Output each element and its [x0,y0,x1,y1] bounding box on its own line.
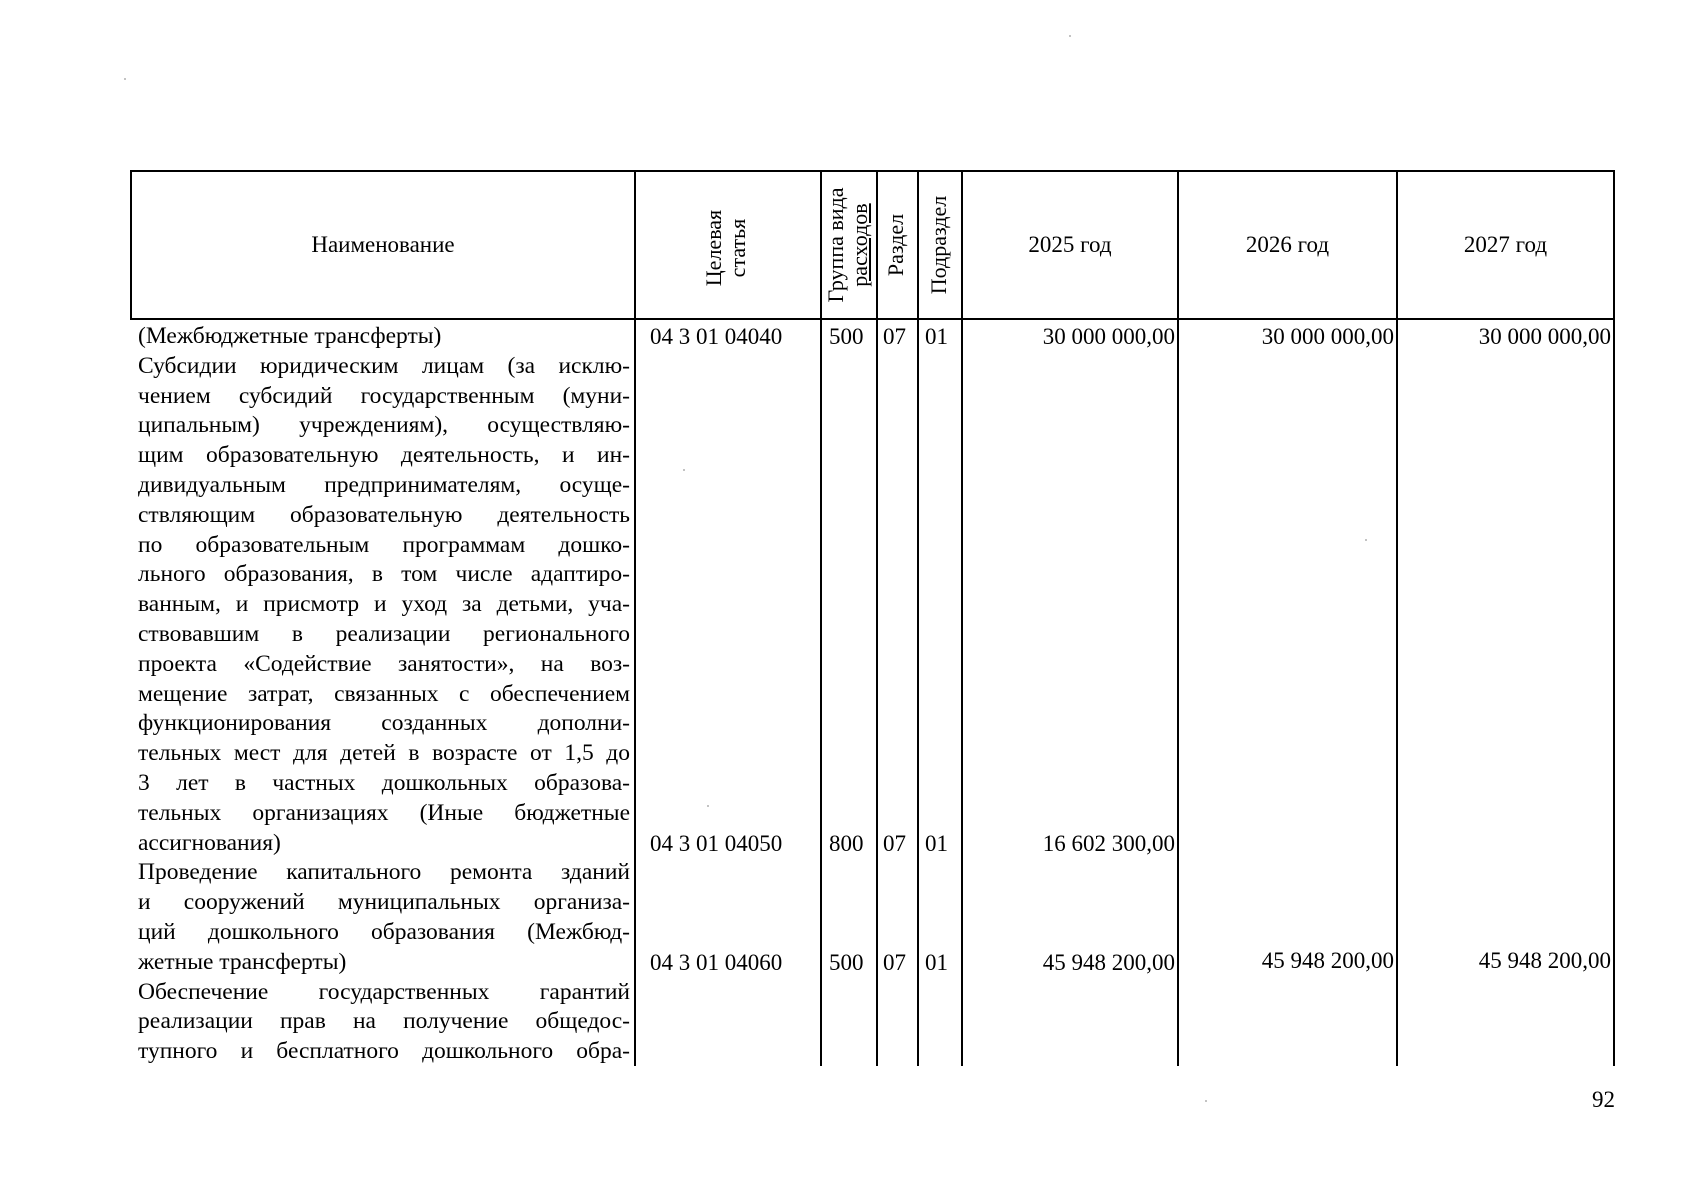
page-number: 92 [1592,1087,1615,1112]
header-name: Наименование [311,231,455,257]
description-text [138,322,630,1067]
header-section: Раздел [883,213,908,277]
amount-2025-cell: 16 602 300,00 [1042,831,1175,856]
section-cell: 07 [883,324,906,349]
description-line: Субсидии юридическим лицам (за исклю- [138,352,630,379]
description-line: тельных организациях (Иные бюджетные [138,799,630,826]
description-line: мещение затрат, связанных с обеспечением [138,680,630,707]
description-line: чением субсидий государственным (муни- [138,382,630,409]
scan-speck [707,805,709,807]
description-line: жетные трансферты) [138,948,347,975]
header-expense-group: Группа вида расходов [823,187,873,303]
column-divider [1613,170,1615,1066]
description-line: ципальным) учреждениям), осуществляю- [138,412,630,439]
target-article-cell: 04 3 01 04040 [650,324,783,349]
description-line: тупного и бесплатного дошкольного обра- [138,1038,630,1065]
column-divider [917,170,919,1066]
scan-speck [683,469,685,471]
header-year-2027: 2027 год [1463,231,1548,257]
section-cell: 07 [883,831,906,856]
description-line: ствляющим образовательную деятельность [138,501,630,528]
scan-speck [1069,35,1071,37]
subsection-cell: 01 [925,324,948,349]
amount-2027-cell: 30 000 000,00 [1478,324,1611,349]
header-bottom-border [130,318,1614,320]
amount-2026-cell: 30 000 000,00 [1261,324,1394,349]
description-line: (Межбюджетные трансферты) [138,323,442,349]
header-year-2025: 2025 год [1028,231,1112,257]
description-line: 3 лет в частных дошкольных образова- [138,769,630,796]
header-target-article: Целевая статья [701,209,751,287]
header-year-2026: 2026 год [1245,231,1330,257]
description-line: и сооружений муниципальных организа- [138,889,630,916]
description-line: реализации прав на получение общедос- [138,1008,630,1035]
subsection-cell: 01 [925,831,948,856]
target-article-cell: 04 3 01 04060 [650,950,783,975]
description-line: ций дошкольного образования (Межбюд- [138,918,630,945]
column-divider [634,170,636,1066]
description-line: Обеспечение государственных гарантий [138,978,630,1005]
description-line: тельных мест для детей в возрасте от 1,5 до [138,740,630,767]
description-line: функционирования созданных дополни- [138,710,630,737]
section-cell: 07 [883,950,906,975]
amount-2025-cell: 45 948 200,00 [1042,950,1175,975]
expense-group-cell: 500 [829,950,864,975]
amount-2026-cell: 45 948 200,00 [1261,948,1394,973]
column-divider [820,170,822,1066]
description-line: ванным, и присмотр и уход за детьми, уча- [138,591,630,618]
expense-group-cell: 500 [829,324,864,349]
description-line: щим образовательную деятельность, и ин- [138,442,630,469]
description-line: по образовательным программам дошко- [138,531,630,558]
description-line: льного образования, в том числе адаптиро- [138,561,630,588]
header-subsection: Подраздел [926,195,951,295]
amount-2025-cell: 30 000 000,00 [1042,324,1175,349]
description-line: дивидуальным предпринимателям, осуще- [138,471,630,498]
amount-2027-cell: 45 948 200,00 [1478,948,1611,973]
description-line: Проведение капитального ремонта зданий [138,859,630,886]
description-line: ассигнования) [138,829,281,856]
subsection-cell: 01 [925,950,948,975]
description-line: проекта «Содействие занятости», на воз- [138,650,630,677]
scan-speck [1205,1100,1207,1102]
column-divider [876,170,878,1066]
description-line: ствовавшим в реализации регионального [138,620,630,647]
target-article-cell: 04 3 01 04050 [650,831,783,856]
scan-speck [1365,539,1367,541]
expense-group-cell: 800 [829,831,864,856]
scan-speck [124,78,126,80]
